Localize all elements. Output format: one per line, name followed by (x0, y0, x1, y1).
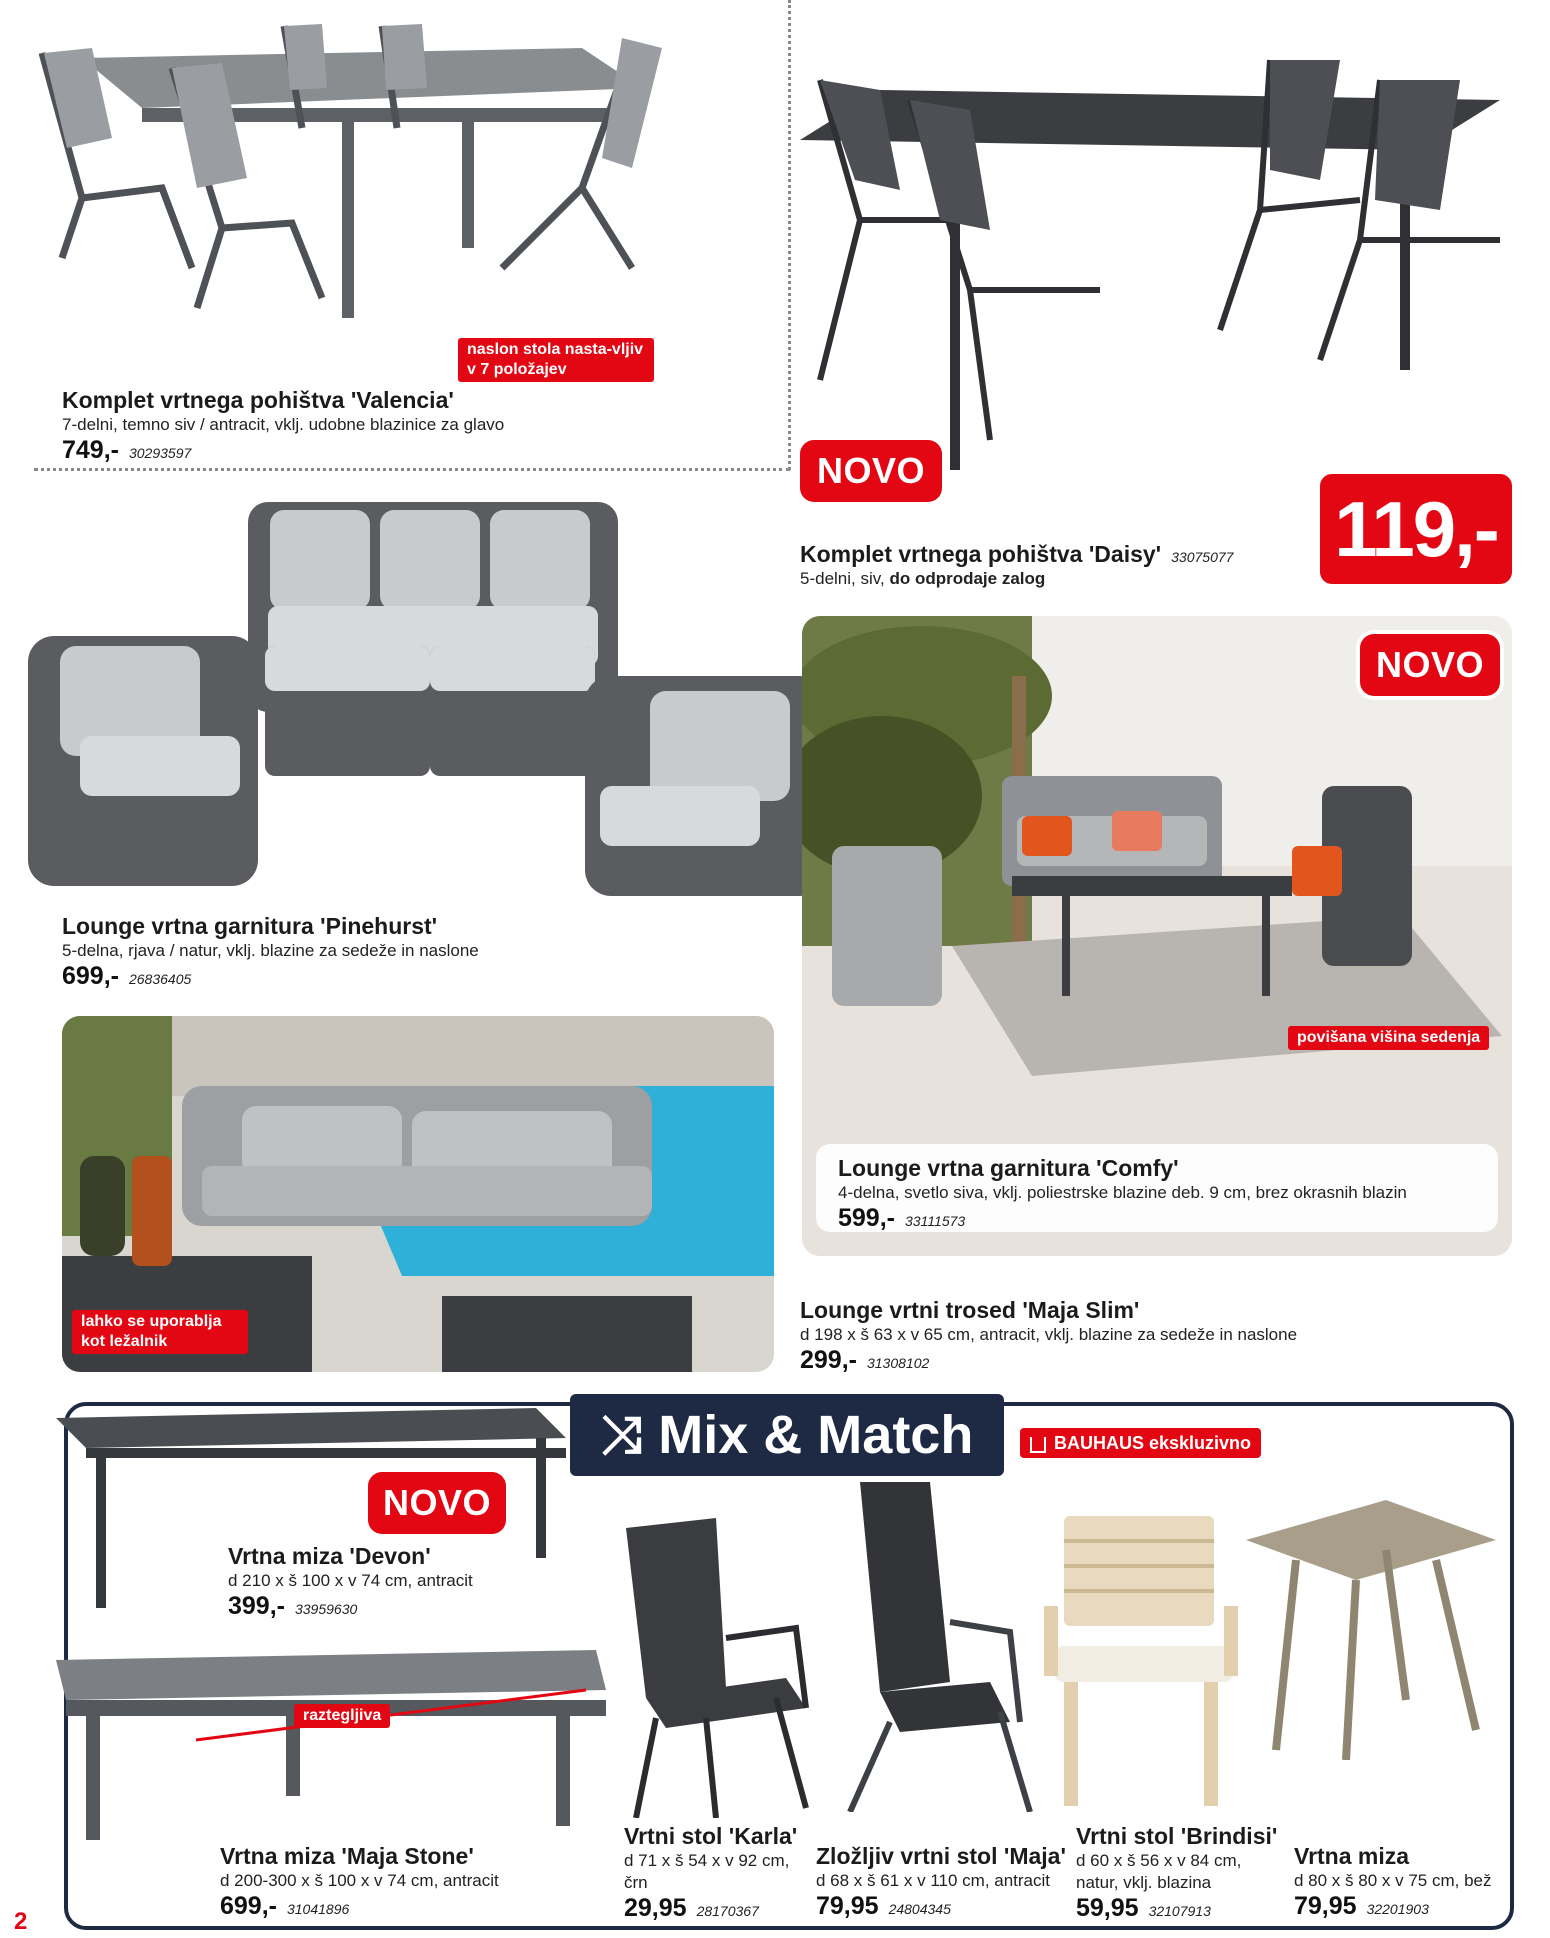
maja-chair-code: 24804345 (888, 1901, 951, 1917)
brindisi-title: Vrtni stol 'Brindisi' (1076, 1823, 1278, 1849)
valencia-title: Komplet vrtnega pohištva 'Valencia' (62, 387, 454, 413)
maja-chair-title: Zložljiv vrtni stol 'Maja' (816, 1843, 1066, 1869)
brindisi-info (1076, 1822, 1276, 1922)
daisy-desc-clearance: do odprodaje zalog (889, 569, 1046, 588)
karla-info (624, 1822, 804, 1922)
vertical-divider (788, 0, 791, 470)
maja-stone-info (220, 1842, 550, 1920)
devon-info (228, 1542, 558, 1620)
miza-desc: d 80 x š 80 x v 75 cm, bež (1294, 1871, 1492, 1890)
daisy-info (800, 540, 1320, 590)
miza-price: 79,95 (1294, 1892, 1357, 1920)
valencia-desc: 7-delni, temno siv / antracit, vklj. udobne blazinice za glavo (62, 415, 505, 434)
daisy-title: Komplet vrtnega pohištva 'Daisy' (800, 541, 1162, 567)
maja-stone-desc: d 200-300 x š 100 x v 74 cm, antracit (220, 1871, 499, 1890)
miza-info (1294, 1842, 1514, 1920)
brindisi-image (1044, 1516, 1244, 1806)
valencia-price: 749,- (62, 436, 119, 464)
comfy-price: 599,- (838, 1204, 895, 1232)
comfy-title: Lounge vrtna garnitura 'Comfy' (838, 1155, 1179, 1181)
valencia-feature-badge: naslon stola nasta-vljiv v 7 položajev (458, 338, 654, 382)
karla-desc: d 71 x š 54 x v 92 cm, črn (624, 1851, 790, 1892)
miza-image (1236, 1500, 1496, 1760)
daisy-new-badge: NOVO (800, 440, 942, 502)
bauhaus-exclusive-badge (1020, 1428, 1261, 1458)
miza-code: 32201903 (1366, 1901, 1429, 1917)
pinehurst-code: 26836405 (128, 971, 192, 987)
maja-slim-info (800, 1296, 1520, 1374)
daisy-desc: 5-delni, siv, (800, 569, 890, 588)
miza-title: Vrtna miza (1294, 1843, 1410, 1869)
pinehurst-image (10, 496, 830, 896)
daisy-image (800, 40, 1520, 480)
maja-chair-desc: d 68 x š 61 x v 110 cm, antracit (816, 1871, 1051, 1890)
pinehurst-info (62, 912, 762, 990)
devon-title: Vrtna miza 'Devon' (228, 1543, 431, 1569)
karla-code: 28170367 (696, 1903, 759, 1919)
page-number: 2 (14, 1908, 28, 1935)
brindisi-code: 32107913 (1148, 1903, 1211, 1919)
brindisi-price: 59,95 (1076, 1894, 1139, 1922)
karla-title: Vrtni stol 'Karla' (624, 1823, 798, 1849)
comfy-desc: 4-delna, svetlo siva, vklj. poliestrske blazine deb. 9 cm, brez okrasnih blazin (838, 1183, 1407, 1202)
valencia-image (22, 8, 778, 338)
maja-chair-info (816, 1842, 1066, 1920)
devon-desc: d 210 x š 100 x v 74 cm, antracit (228, 1571, 473, 1590)
valencia-code: 30293597 (128, 445, 192, 461)
maja-slim-desc: d 198 x š 63 x v 65 cm, antracit, vklj. blazine za sedeže in naslone (800, 1325, 1298, 1344)
maja-stone-feature-badge: raztegljiva (294, 1704, 390, 1728)
comfy-feature-badge: povišana višina sedenja (1288, 1026, 1489, 1050)
maja-chair-price: 79,95 (816, 1892, 879, 1920)
devon-new-badge: NOVO (368, 1472, 506, 1534)
daisy-price: 119,- (1320, 474, 1512, 584)
devon-price: 399,- (228, 1592, 285, 1620)
brindisi-desc: d 60 x š 56 x v 84 cm, natur, vklj. blazina (1076, 1851, 1242, 1892)
comfy-new-badge: NOVO (1360, 634, 1500, 696)
maja-stone-code: 31041896 (286, 1901, 350, 1917)
pinehurst-desc: 5-delna, rjava / natur, vklj. blazine za sedeže in naslone (62, 941, 479, 960)
maja-slim-feature-badge: lahko se uporablja kot ležalnik (72, 1310, 248, 1354)
mix-match-title: Mix & Match (658, 1405, 974, 1465)
maja-chair-image (820, 1482, 1040, 1812)
maja-stone-image (56, 1650, 606, 1840)
pinehurst-price: 699,- (62, 962, 119, 990)
maja-slim-code: 31308102 (866, 1355, 930, 1371)
maja-slim-title: Lounge vrtni trosed 'Maja Slim' (800, 1297, 1140, 1323)
devon-code: 33959630 (294, 1601, 358, 1617)
karla-price: 29,95 (624, 1894, 687, 1922)
horizontal-divider (34, 468, 790, 471)
maja-slim-price: 299,- (800, 1346, 857, 1374)
comfy-code: 33111573 (904, 1213, 966, 1229)
valencia-info (62, 386, 782, 464)
karla-image (616, 1518, 816, 1818)
maja-stone-title: Vrtna miza 'Maja Stone' (220, 1843, 474, 1869)
bauhaus-exclusive-label: BAUHAUS ekskluzivno (1054, 1433, 1252, 1453)
pinehurst-title: Lounge vrtna garnitura 'Pinehurst' (62, 913, 438, 939)
house-icon (1030, 1437, 1046, 1453)
mix-match-banner (570, 1394, 1004, 1476)
comfy-info-card (816, 1144, 1498, 1232)
maja-stone-price: 699,- (220, 1892, 277, 1920)
daisy-code: 33075077 (1171, 549, 1234, 565)
shuffle-icon: ⤨ (600, 1406, 643, 1464)
